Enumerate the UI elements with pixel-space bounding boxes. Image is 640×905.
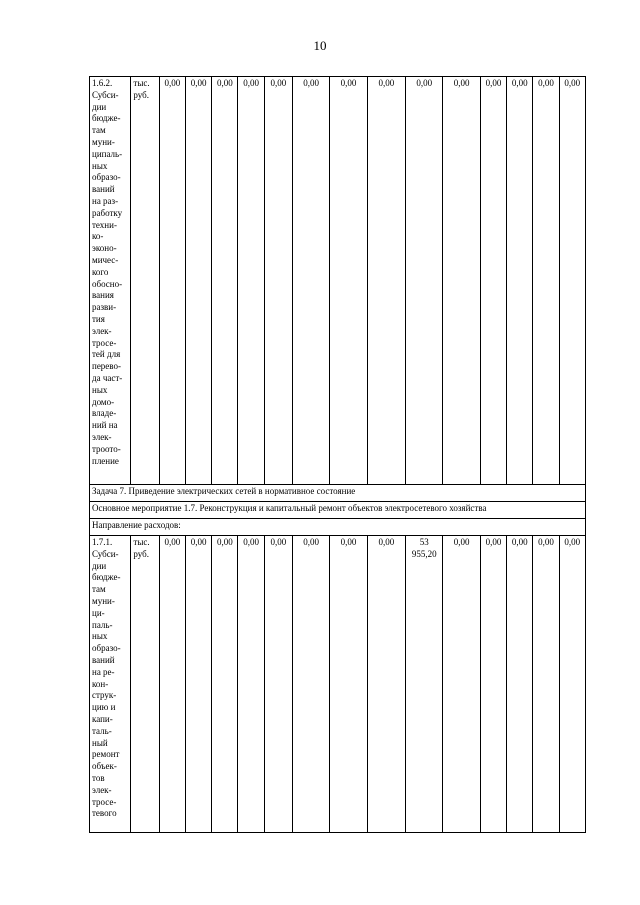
cell-text-line: ваний (92, 654, 115, 665)
cell-text-line: ний на (92, 420, 118, 431)
cell-text-line: пление (92, 455, 119, 466)
cell-text-line: 0,00 (270, 78, 287, 88)
cell-text-line: бюдже- (92, 572, 121, 583)
cell-text-line: перево- (92, 361, 121, 372)
cell-text-line: кон- (92, 678, 109, 689)
cell-text-line: 0,00 (243, 537, 259, 547)
cell-text-line: муни- (92, 595, 115, 606)
cell-text-line: образо- (92, 172, 121, 183)
cell-text-line: ремонт (92, 749, 120, 760)
cell-text-line: 0,00 (216, 537, 233, 547)
value-cell (330, 536, 367, 833)
cell-text-line: на ре- (92, 666, 115, 677)
cell-text-line: кого (92, 266, 109, 277)
cell-text-line: Субси- (92, 548, 119, 559)
cell-text-line: образо- (92, 643, 121, 654)
cell-text-line: разви- (92, 302, 117, 313)
cell-text-line: на раз- (92, 195, 119, 206)
cell-text-line: 53 (419, 537, 429, 547)
cell-text-line: 0,00 (485, 78, 502, 88)
cell-text-line: 0,00 (303, 78, 320, 88)
cell-text-line: дии (92, 560, 107, 571)
value-cell (533, 77, 559, 485)
cell-text-line: тыс. (133, 537, 150, 547)
cell-text-line: обосно- (92, 278, 123, 289)
cell-text-line: бюдже- (92, 113, 121, 124)
cell-text-line: 0,00 (270, 537, 287, 547)
cell-text-line: Субси- (92, 89, 119, 100)
cell-text-line: ных (92, 631, 108, 642)
cell-text-line: тей для (92, 349, 121, 360)
page-number: 10 (313, 38, 327, 53)
table-row (90, 536, 586, 833)
unit-cell (131, 77, 159, 485)
value-cell (507, 536, 533, 833)
cell-text-line: троото- (92, 443, 121, 454)
cell-text-line: ных (92, 160, 108, 171)
cell-text-line: 0,00 (378, 537, 395, 547)
value-cell (264, 77, 292, 485)
value-cell (367, 77, 405, 485)
cell-text-line: мичес- (92, 254, 119, 265)
measure-row (90, 502, 586, 519)
row-label-cell (90, 536, 131, 833)
cell-text-line: ко- (92, 231, 104, 242)
value-cell (480, 536, 506, 833)
value-cell (559, 77, 585, 485)
cell-text-line: тросе- (92, 337, 117, 348)
cell-text-line: работку (92, 207, 123, 218)
cell-text-line: 0,00 (164, 537, 181, 547)
value-cell (406, 77, 443, 485)
cell-text-line: эконо- (92, 243, 117, 254)
value-cell (185, 536, 211, 833)
cell-text-line: 1.7.1. (92, 537, 113, 547)
direction-row (90, 519, 586, 536)
cell-text-line: руб. (133, 548, 149, 559)
value-cell (443, 77, 480, 485)
value-cell (559, 536, 585, 833)
value-cell (480, 77, 506, 485)
value-cell (212, 77, 238, 485)
cell-text-line: там (92, 584, 106, 595)
cell-text-line: 0,00 (564, 537, 581, 547)
cell-text-line: 0,00 (453, 537, 470, 547)
cell-text-line: 0,00 (453, 78, 470, 88)
cell-text-line: владе- (92, 408, 117, 419)
cell-text-line: 1.6.2. (92, 78, 113, 88)
cell-text-line: ци- (92, 607, 105, 618)
cell-text-line: домо- (92, 396, 115, 407)
value-cell (159, 77, 185, 485)
cell-text-line: ный (92, 737, 108, 748)
cell-text-line: ных (92, 384, 108, 395)
cell-text-line: 0,00 (216, 78, 233, 88)
cell-text-line: 0,00 (340, 537, 357, 547)
table-row (90, 77, 586, 485)
cell-text-line: тия (92, 313, 105, 324)
value-cell (212, 536, 238, 833)
cell-text-line: муни- (92, 136, 115, 147)
cell-text-line: техни- (92, 219, 117, 230)
cell-text-line: руб. (133, 89, 149, 100)
cell-text-line: 955,20 (411, 548, 437, 559)
cell-text-line: таль- (92, 725, 112, 736)
cell-text-line: паль- (92, 619, 113, 630)
cell-text-line: элек- (92, 431, 112, 442)
cell-text-line: объек- (92, 761, 117, 772)
value-cell (292, 77, 329, 485)
cell-text-line: тросе- (92, 796, 117, 807)
cell-text-line: да част- (92, 372, 123, 383)
cell-text-line: 0,00 (340, 78, 357, 88)
cell-text-line: вания (92, 290, 114, 301)
value-cell (292, 536, 329, 833)
cell-text-line: капи- (92, 713, 113, 724)
value-cell (406, 536, 443, 833)
cell-text-line: 0,00 (190, 537, 207, 547)
row-label-cell (90, 77, 131, 485)
cell-text-line: 0,00 (243, 78, 259, 88)
cell-text-line: элек- (92, 784, 112, 795)
value-cell (159, 536, 185, 833)
value-cell (367, 536, 405, 833)
cell-text-line: 0,00 (303, 537, 320, 547)
cell-text-line: тов (92, 772, 105, 783)
cell-text-line: дии (92, 101, 107, 112)
cell-text-line: элек- (92, 325, 112, 336)
cell-text-line: тыс. (133, 78, 150, 88)
cell-text-line: 0,00 (538, 78, 554, 88)
measure-text: Основное мероприятие 1.7. Реконструкция и капитальный ремонт объектов электросетевого хозяйства (90, 502, 586, 519)
task-row (90, 485, 586, 502)
cell-text-line: ципаль- (92, 148, 123, 159)
value-cell (238, 536, 264, 833)
value-cell (330, 77, 367, 485)
value-cell (443, 536, 480, 833)
cell-text-line: струк- (92, 690, 117, 701)
value-cell (185, 77, 211, 485)
cell-text-line: 0,00 (511, 78, 528, 88)
unit-cell (131, 536, 159, 833)
direction-text: Направление расходов: (90, 519, 586, 536)
value-cell (507, 77, 533, 485)
cell-text-line: 0,00 (378, 78, 395, 88)
task-text: Задача 7. Приведение электрических сетей в нормативное состояние (90, 485, 586, 502)
value-cell (264, 536, 292, 833)
cell-text-line: 0,00 (190, 78, 207, 88)
cell-text-line: цию и (92, 702, 116, 713)
value-cell (533, 536, 559, 833)
cell-text-line: 0,00 (416, 78, 433, 88)
cell-text-line: 0,00 (511, 537, 528, 547)
cell-text-line: 0,00 (564, 78, 581, 88)
cell-text-line: тевого (92, 808, 117, 819)
cell-text-line: 0,00 (538, 537, 554, 547)
cell-text-line: там (92, 125, 106, 136)
budget-table (89, 76, 586, 833)
value-cell (238, 77, 264, 485)
cell-text-line: 0,00 (164, 78, 181, 88)
cell-text-line: ваний (92, 184, 115, 195)
cell-text-line: 0,00 (485, 537, 502, 547)
